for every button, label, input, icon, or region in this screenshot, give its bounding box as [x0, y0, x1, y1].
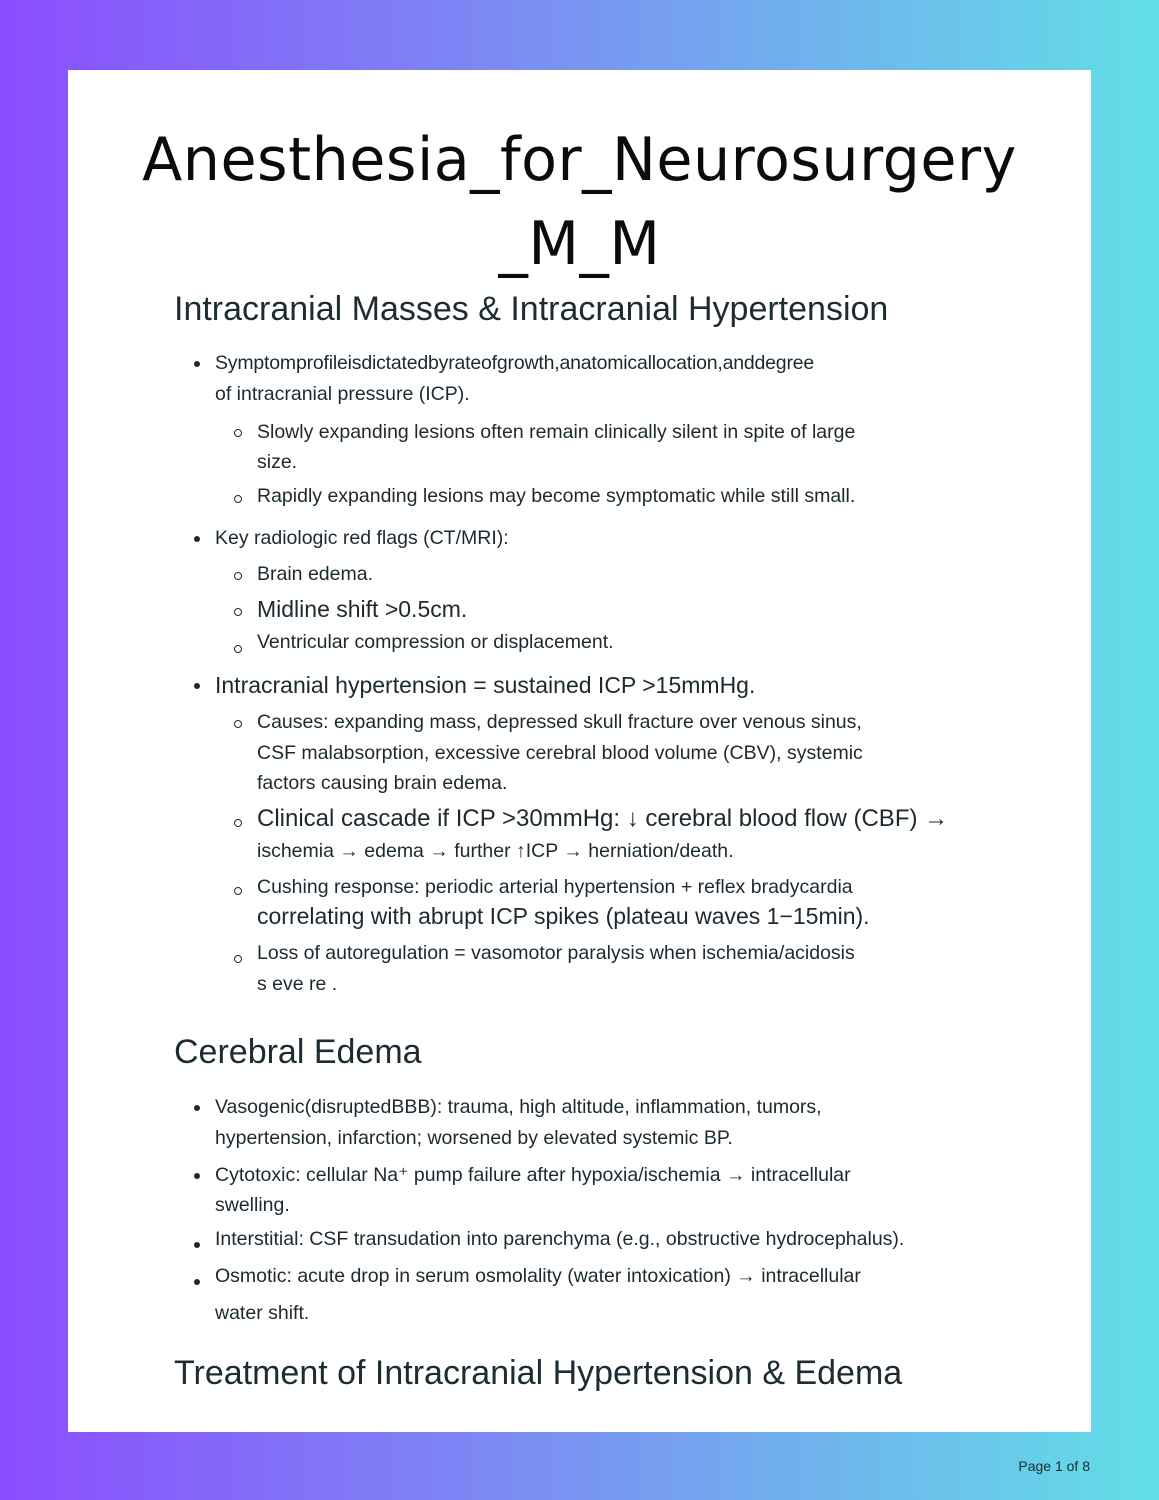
section-heading-cerebral-edema: Cerebral Edema [174, 1033, 422, 1071]
section-heading-treatment: Treatment of Intracranial Hypertension & Edema [174, 1354, 903, 1392]
sub-list-item-text: Rapidly expanding lesions may become symptomatic while still small. [257, 485, 856, 507]
bullet [194, 683, 200, 689]
sub-list-item-text: Causes: expanding mass, depressed skull fracture over venous sinus, [257, 711, 862, 733]
document-page [68, 70, 1091, 1432]
sub-list-item-text: size. [257, 451, 298, 473]
sub-list-item-text: Slowly expanding lesions often remain clinically silent in spite of large [257, 421, 856, 443]
list-item-text: of intracranial pressure (ICP). [215, 383, 470, 405]
list-item-text: Key radiologic red flags (CT/MRI): [215, 527, 509, 549]
sub-list-item-text: CSF malabsorption, excessive cerebral blood volume (CBV), systemic [257, 742, 863, 764]
sub-list-item-text: Loss of autoregulation = vasomotor paralysis when ischemia/acidosis [257, 942, 855, 964]
sub-list-item-text: correlating with abrupt ICP spikes (plateau waves 1−15min). [257, 903, 870, 929]
sub-list-item-text: Midline shift >0.5cm. [257, 596, 468, 622]
sub-bullet [234, 955, 242, 963]
section-heading-intracranial-masses: Intracranial Masses & Intracranial Hypertension [174, 290, 889, 328]
sub-list-item-text: s eve re . [257, 973, 338, 995]
bullet [194, 536, 200, 542]
sub-bullet [234, 720, 242, 728]
list-item-text: Osmotic: acute drop in serum osmolality (water intoxication) → intracellular [215, 1265, 861, 1287]
sub-list-item-text: factors causing brain edema. [257, 772, 508, 794]
page-number: Page 1 of 8 [1018, 1458, 1090, 1474]
list-item-text: water shift. [215, 1302, 310, 1324]
bullet [194, 1173, 200, 1179]
sub-bullet [234, 608, 242, 616]
sub-bullet [234, 572, 242, 580]
list-item-text: hypertension, infarction; worsened by elevated systemic BP. [215, 1127, 733, 1149]
list-item-text: Intracranial hypertension = sustained ICP >15mmHg. [215, 672, 756, 698]
bullet [194, 1242, 200, 1248]
list-item-text: Interstitial: CSF transudation into parenchyma (e.g., obstructive hydrocephalus). [215, 1228, 905, 1250]
sub-bullet [234, 429, 242, 437]
bullet [194, 361, 200, 367]
sub-bullet [234, 887, 242, 895]
sub-list-item-text: ischemia → edema → further ↑ICP → herniation/death. [257, 840, 734, 862]
list-item-text: Vasogenic(disruptedBBB): trauma, high altitude, inflammation, tumors, [215, 1096, 822, 1118]
title-line-2: _M_M [498, 209, 661, 279]
sub-list-item-text: Cushing response: periodic arterial hypertension + reflex bradycardia [257, 876, 853, 898]
sub-bullet [234, 819, 242, 827]
list-item-text: Cytotoxic: cellular Na⁺ pump failure after hypoxia/ischemia → intracellular [215, 1164, 851, 1186]
list-item-text: swelling. [215, 1194, 290, 1216]
document-title [68, 118, 1091, 286]
list-item-text: Symptomprofileisdictatedbyrateofgrowth,anatomicallocation,anddegree [215, 352, 815, 374]
sub-list-item-text: Clinical cascade if ICP >30mmHg: ↓ cerebral blood flow (CBF) → [257, 805, 949, 832]
bullet [194, 1105, 200, 1111]
sub-bullet [234, 645, 242, 653]
bullet [194, 1279, 200, 1285]
title-line-1: Anesthesia_for_Neurosurgery [142, 125, 1017, 195]
sub-list-item-text: Brain edema. [257, 563, 373, 585]
sub-bullet [234, 495, 242, 503]
sub-list-item-text: Ventricular compression or displacement. [257, 631, 614, 653]
